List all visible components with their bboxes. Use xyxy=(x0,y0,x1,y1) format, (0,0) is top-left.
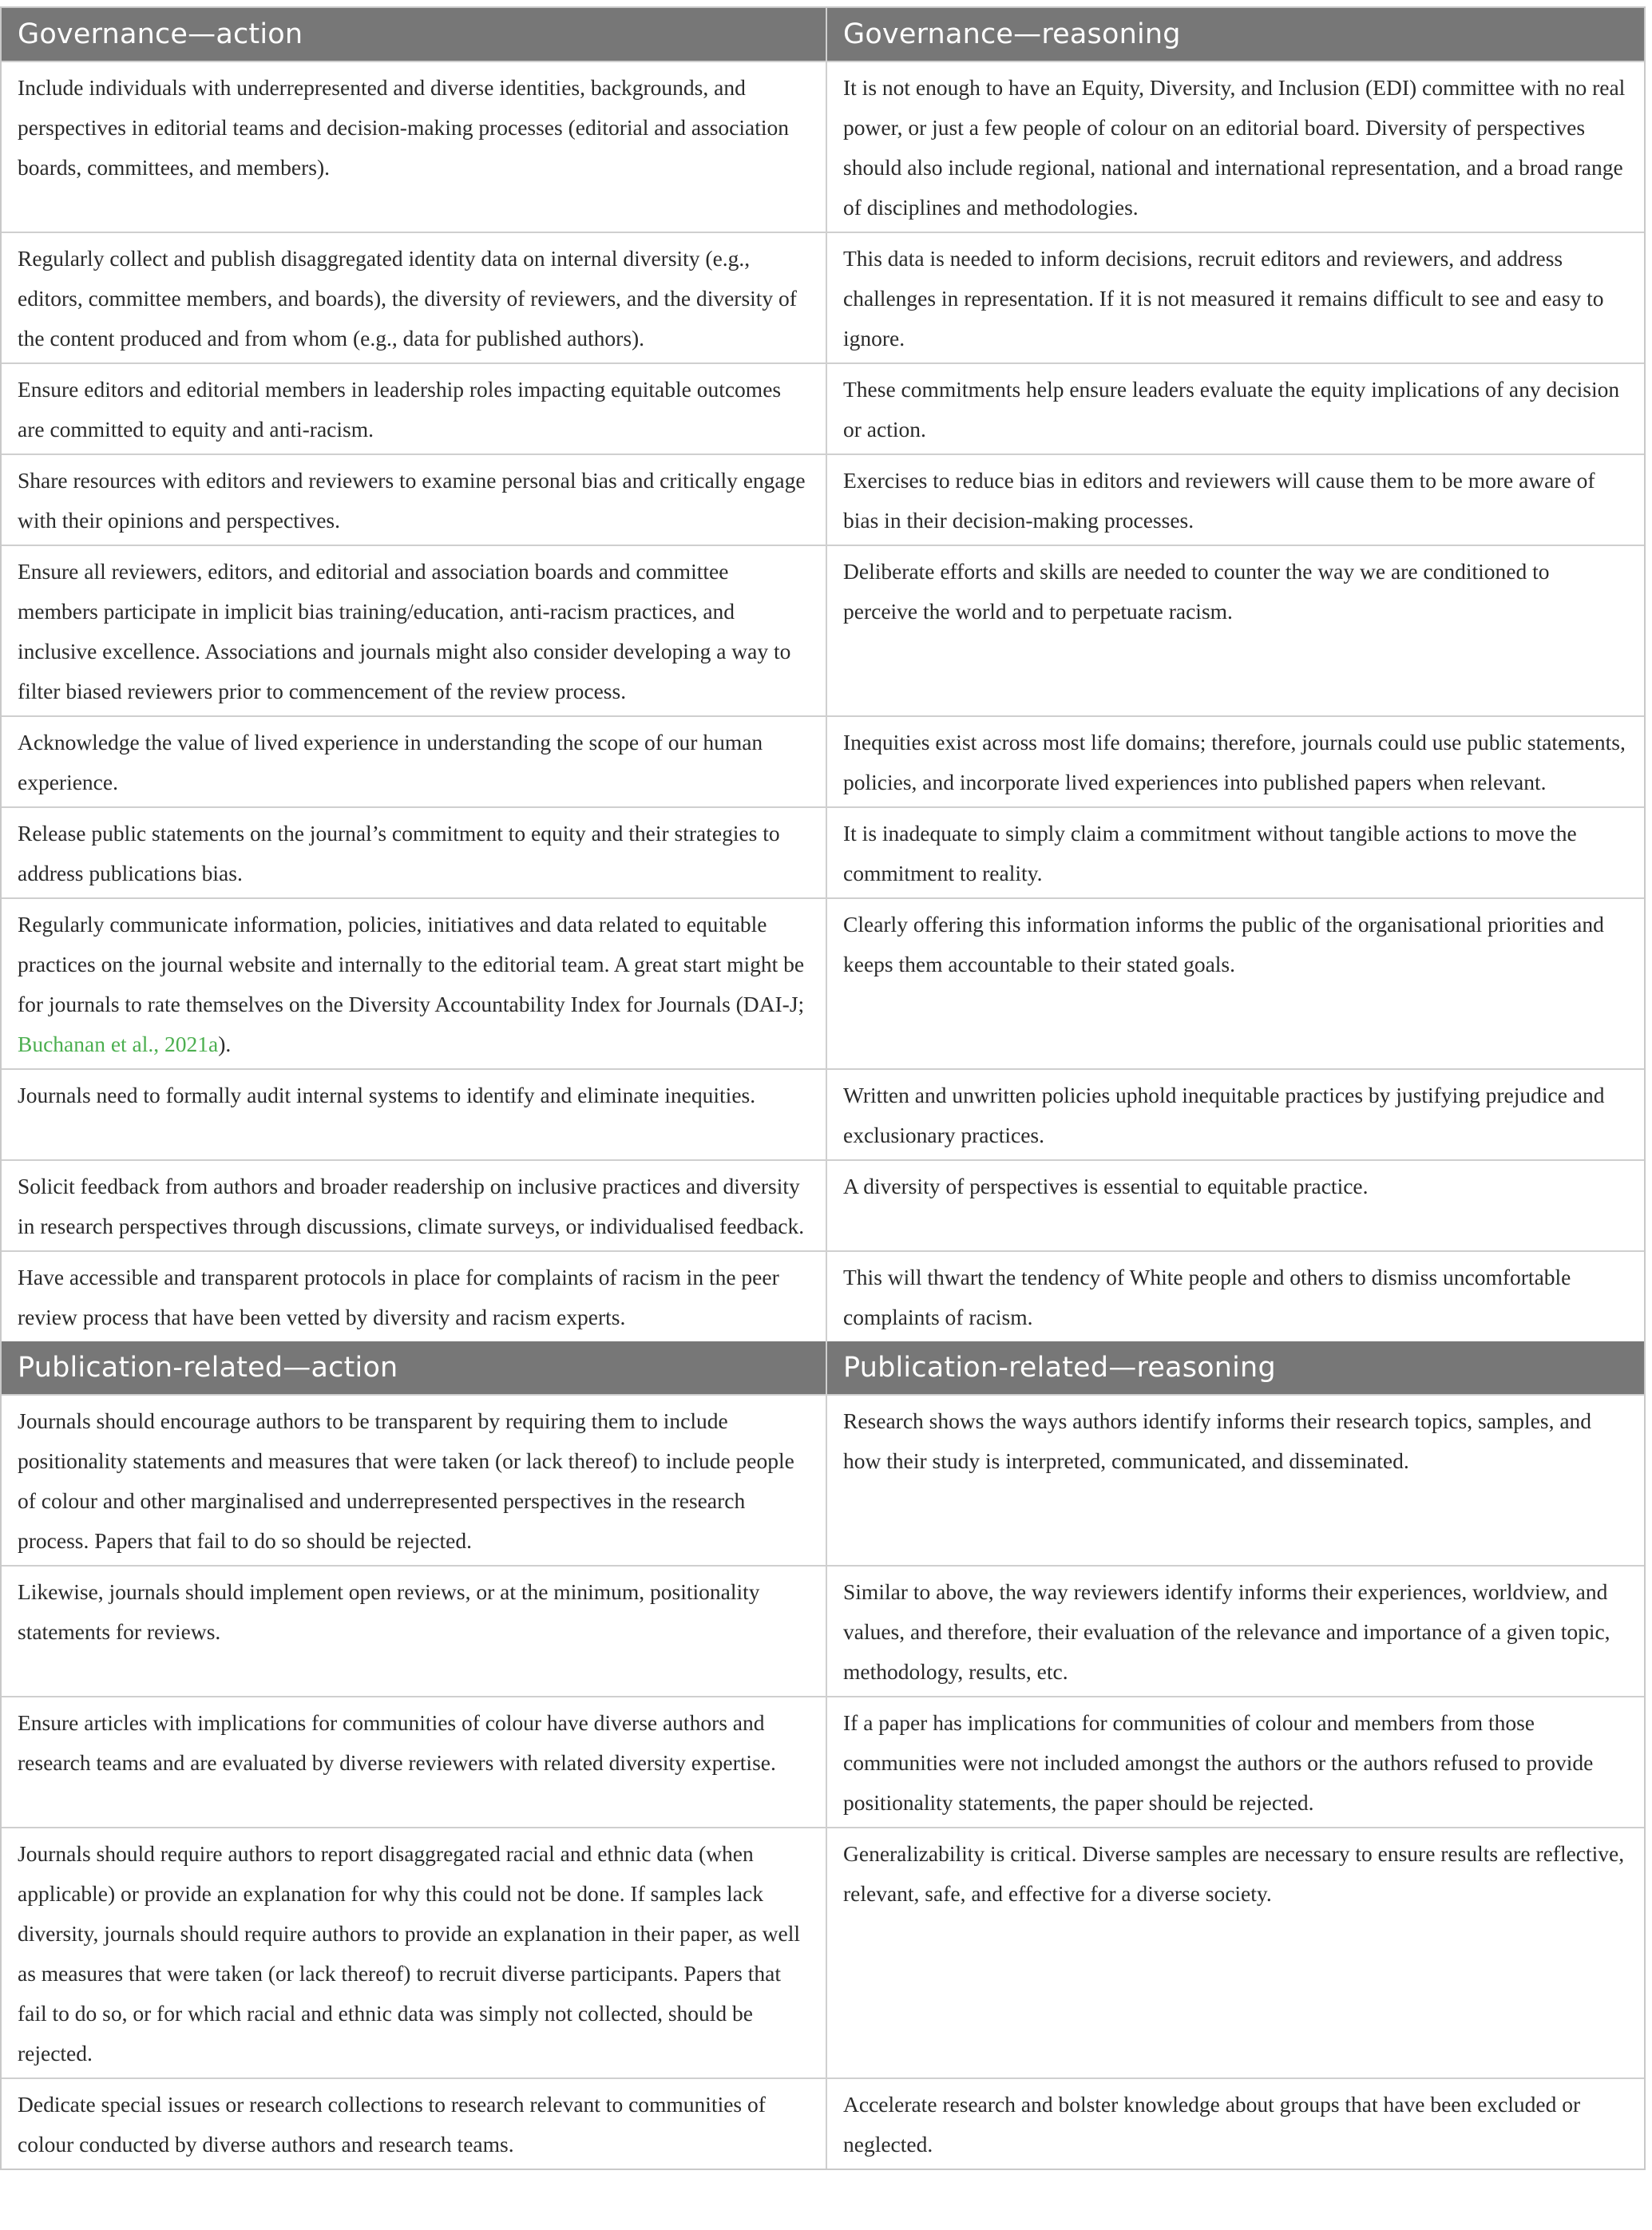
action-cell: Dedicate special issues or research collections to research relevant to communities of colour conducted by diverse authors and research teams. xyxy=(2,2078,826,2169)
reasoning-cell: Accelerate research and bolster knowledge about groups that have been excluded or neglected. xyxy=(826,2078,1644,2169)
action-cell: Acknowledge the value of lived experience in understanding the scope of our human experience. xyxy=(2,716,826,807)
action-cell: Journals should require authors to report disaggregated racial and ethnic data (when applicable) or provide an explanation for why this could not be done. If samples lack diversity, journals should require authors to provide an explanation in their paper, as well as measures that were taken (or lack thereof) to recruit diverse participants. Papers that fail to do so, or for which racial and ethnic data was simply not collected, should be rejected. xyxy=(2,1828,826,2078)
action-cell: Journals should encourage authors to be transparent by requiring them to include positionality statements and measures that were taken (or lack thereof) to include people of colour and other marginalised and underrepresented perspectives in the research process. Papers that fail to do so should be rejected. xyxy=(2,1395,826,1566)
table-body xyxy=(2,8,1644,2169)
column-header-governance-reasoning: Governance—reasoning xyxy=(826,8,1644,61)
action-cell xyxy=(2,898,826,1069)
reasoning-cell: Deliberate efforts and skills are needed to counter the way we are conditioned to perceive the world and to perpetuate racism. xyxy=(826,545,1644,716)
reasoning-cell: Generalizability is critical. Diverse samples are necessary to ensure results are reflective, relevant, safe, and effective for a diverse society. xyxy=(826,1828,1644,2078)
reasoning-cell: This will thwart the tendency of White people and others to dismiss uncomfortable complaints of racism. xyxy=(826,1251,1644,1341)
table-row xyxy=(2,61,1644,232)
column-header-publication-action: Publication-related—action xyxy=(2,1341,826,1395)
column-header-governance-action: Governance—action xyxy=(2,8,826,61)
reasoning-cell: This data is needed to inform decisions, recruit editors and reviewers, and address challenges in representation. If it is not measured it remains difficult to see and easy to ignore. xyxy=(826,232,1644,363)
action-cell: Regularly collect and publish disaggregated identity data on internal diversity (e.g., editors, committee members, and boards), the diversity of reviewers, and the diversity of the content produced and from whom (e.g., data for published authors). xyxy=(2,232,826,363)
table-row xyxy=(2,1395,1644,1566)
table-row xyxy=(2,363,1644,454)
table-row xyxy=(2,2078,1644,2169)
table-row xyxy=(2,1828,1644,2078)
reasoning-cell: Written and unwritten policies uphold inequitable practices by justifying prejudice and exclusionary practices. xyxy=(826,1069,1644,1160)
action-cell: Release public statements on the journal’s commitment to equity and their strategies to address publications bias. xyxy=(2,807,826,898)
section-header-row-governance xyxy=(2,8,1644,61)
reasoning-cell: It is inadequate to simply claim a commitment without tangible actions to move the commitment to reality. xyxy=(826,807,1644,898)
table-row xyxy=(2,232,1644,363)
recommendations-table-container xyxy=(0,6,1646,2170)
reasoning-cell: Research shows the ways authors identify informs their research topics, samples, and how their study is interpreted, communicated, and disseminated. xyxy=(826,1395,1644,1566)
recommendations-table xyxy=(2,8,1644,2169)
action-cell: Solicit feedback from authors and broader readership on inclusive practices and diversity in research perspectives through discussions, climate surveys, or individualised feedback. xyxy=(2,1160,826,1251)
reasoning-cell: If a paper has implications for communities of colour and members from those communities were not included amongst the authors or the authors refused to provide positionality statements, the paper should be rejected. xyxy=(826,1697,1644,1828)
table-row xyxy=(2,1697,1644,1828)
action-text-suffix: ). xyxy=(218,1032,232,1056)
action-cell: Likewise, journals should implement open reviews, or at the minimum, positionality statements for reviews. xyxy=(2,1566,826,1697)
reasoning-cell: These commitments help ensure leaders evaluate the equity implications of any decision or action. xyxy=(826,363,1644,454)
reasoning-cell: It is not enough to have an Equity, Diversity, and Inclusion (EDI) committee with no real power, or just a few people of colour on an editorial board. Diversity of perspectives should also include regional, national and international representation, and a broad range of disciplines and methodologies. xyxy=(826,61,1644,232)
reasoning-cell: Inequities exist across most life domains; therefore, journals could use public statements, policies, and incorporate lived experiences into published papers when relevant. xyxy=(826,716,1644,807)
action-cell: Share resources with editors and reviewers to examine personal bias and critically engage with their opinions and perspectives. xyxy=(2,454,826,545)
column-header-publication-reasoning: Publication-related—reasoning xyxy=(826,1341,1644,1395)
action-cell: Include individuals with underrepresented and diverse identities, backgrounds, and perspectives in editorial teams and decision-making processes (editorial and association boards, committees, and members). xyxy=(2,61,826,232)
action-cell: Ensure all reviewers, editors, and editorial and association boards and committee members participate in implicit bias training/education, anti-racism practices, and inclusive excellence. Associations and journals might also consider developing a way to filter biased reviewers prior to commencement of the review process. xyxy=(2,545,826,716)
table-row xyxy=(2,454,1644,545)
citation-link[interactable]: Buchanan et al., 2021a xyxy=(18,1032,219,1056)
section-header-row-publication xyxy=(2,1341,1644,1395)
reasoning-cell: A diversity of perspectives is essential to equitable practice. xyxy=(826,1160,1644,1251)
action-cell: Ensure articles with implications for communities of colour have diverse authors and research teams and are evaluated by diverse reviewers with related diversity expertise. xyxy=(2,1697,826,1828)
table-row xyxy=(2,898,1644,1069)
reasoning-cell: Exercises to reduce bias in editors and reviewers will cause them to be more aware of bias in their decision-making processes. xyxy=(826,454,1644,545)
table-row xyxy=(2,545,1644,716)
action-text: Regularly communicate information, policies, initiatives and data related to equitable practices on the journal website and internally to the editorial team. A great start might be for journals to rate themselves on the Diversity Accountability Index for Journals (DAI-J; xyxy=(18,912,805,1016)
table-row xyxy=(2,1160,1644,1251)
table-row xyxy=(2,716,1644,807)
reasoning-cell: Similar to above, the way reviewers identify informs their experiences, worldview, and values, and therefore, their evaluation of the relevance and importance of a given topic, methodology, results, etc. xyxy=(826,1566,1644,1697)
table-row xyxy=(2,1566,1644,1697)
table-row xyxy=(2,807,1644,898)
table-row xyxy=(2,1069,1644,1160)
action-cell: Have accessible and transparent protocols in place for complaints of racism in the peer review process that have been vetted by diversity and racism experts. xyxy=(2,1251,826,1341)
action-cell: Ensure editors and editorial members in leadership roles impacting equitable outcomes are committed to equity and anti-racism. xyxy=(2,363,826,454)
reasoning-cell: Clearly offering this information informs the public of the organisational priorities and keeps them accountable to their stated goals. xyxy=(826,898,1644,1069)
table-row xyxy=(2,1251,1644,1341)
action-cell: Journals need to formally audit internal systems to identify and eliminate inequities. xyxy=(2,1069,826,1160)
